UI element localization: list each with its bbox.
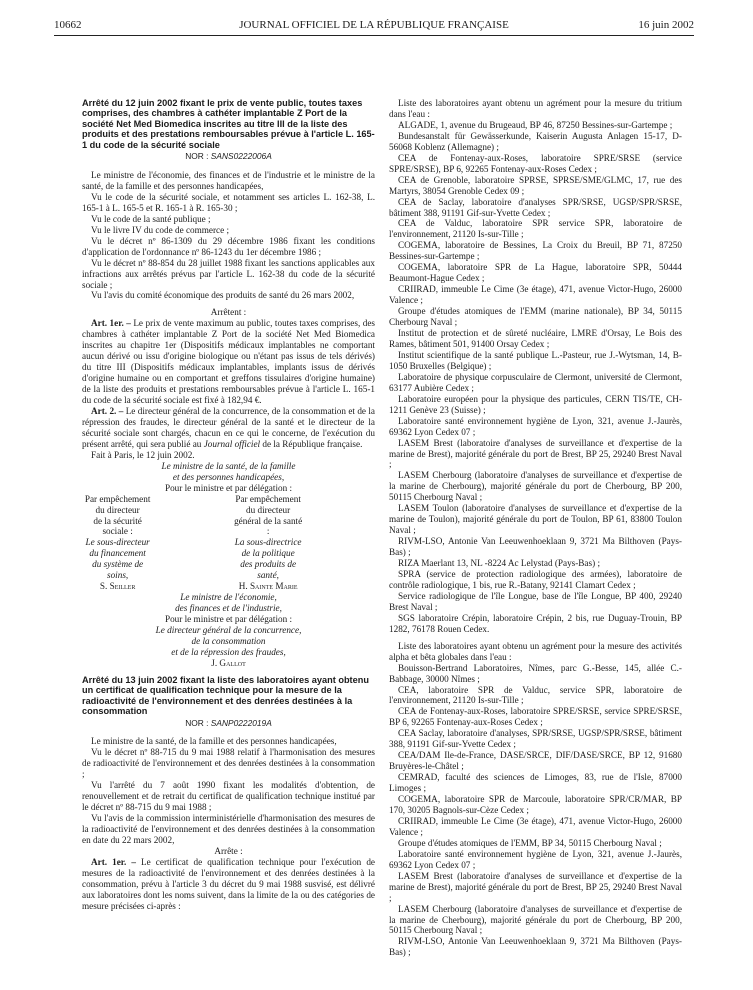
laboratory-entry: CEA/DAM Ile-de-France, DASE/SRCE, DIF/DASE/SRCE, BP 12, 91680 Bruyères-le-Châtel ; [389, 750, 682, 772]
signatory-name: H. Sainte Marie [238, 581, 298, 592]
laboratory-entry: Laboratoire de physique corpusculaire de Clermont, université de Clermont, 63177 Aubière Cedex ; [389, 371, 682, 393]
issue-date: 16 juin 2002 [638, 19, 694, 31]
decree-1-done-at: Fait à Paris, le 12 juin 2002. [91, 449, 195, 460]
laboratory-entry: Bundesanstalt für Gewässerkunde, Kaiserin Augusta Anlagen 15-17, D-56068 Koblenz (Allemagne) ; [389, 130, 682, 152]
delegation-line: Pour le ministre et par délégation : [164, 614, 293, 625]
laboratory-entry: ALGADE, 1, avenue du Brugeaud, BP 46, 87250 Bessines-sur-Gartempe ; [398, 119, 673, 130]
laboratory-entry: LASEM Cherbourg (laboratoire d'analyses de surveillance et d'expertise de la marine de Cherbourg), majorité générale du port de Cherbourg, BP 200, 50115 Cherbourg Naval ; [389, 470, 682, 503]
decree-1-visa: Vu le code de la santé publique ; [91, 213, 211, 224]
decree-2-visa: Vu le décret nº 88-715 du 9 mai 1988 relatif à l'harmonisation des mesures de radioactivité de l'environnement et des denrées destinées à la consommation ; [82, 747, 375, 780]
laboratory-entry: SGS laboratoire Crépin, laboratoire Crépin, 2 bis, rue Duguay-Trouin, BP 1282, 76178 Rouen Cedex. [389, 612, 682, 634]
decree-1-visa: Vu l'avis du comité économique des produits de santé du 26 mars 2002, [91, 290, 355, 301]
alpha-beta-lab-list [389, 663, 682, 959]
signatory-title: Le ministre de la santé, de la famille [161, 460, 296, 471]
decree-2-visa: Vu l'avis de la commission interministérielle d'harmonisation des mesures de la radioactivité de l'environnement et des denrées destinées à la consommation en date du 22 mars 2002, [82, 813, 375, 846]
laboratory-entry: Laboratoire santé environnement hygiène de Lyon, 321, avenue J.-Jaurès, 69362 Lyon Cedex 07 ; [389, 848, 682, 870]
decree-2-title: Arrêté du 13 juin 2002 fixant la liste des laboratoires ayant obtenu un certificat de qualification technique pour la mesure de la radioactivité de l'environnement et des denrées destinées à la consommation [82, 674, 369, 717]
decree-1-article-1: Art. 1er. – Le prix de vente maximum au public, toutes taxes comprises, des chambres à cathéter implantable Z Port de la société Net Med Biomedica inscrites au chapitre 1er (Dispositifs médicaux implantables ne comportant aucun dérivé ou issu d'origine biologique ou n'étant pas issus de tels dérivés) du titre III (Dispositifs médicaux implantables, implants issus de dérivés d'origine humaine ou en comportant et greffons tissulaires d'origine humaine) de la liste des produits et prestations remboursables prévue à l'article L. 165-1 du code de la sécurité sociale est fixé à 182,94 €. [82, 318, 375, 406]
laboratory-entry: CEA de Grenoble, laboratoire SPRSE, SPRSE/SME/GLMC, 17, rue des Martyrs, 38054 Grenoble Cedex 09 ; [389, 174, 682, 196]
header-rule [54, 35, 694, 36]
laboratory-entry: CRIIRAD, immeuble Le Cime (3e étage), 471, avenue Victor-Hugo, 26000 Valence ; [389, 284, 682, 306]
signatory-title: des finances et de l'industrie, [175, 603, 282, 614]
signatory-title: et des personnes handicapées, [172, 471, 285, 482]
laboratory-entry: LASEM Brest (laboratoire d'analyses de surveillance et d'expertise de la marine de Brest), majorité générale du port de Brest, BP 25, 29240 Brest Naval ; [389, 437, 682, 470]
laboratory-entry: CRIIRAD, immeuble Le Cime (3e étage), 471, avenue Victor-Hugo, 26000 Valence ; [389, 815, 682, 837]
signatory-title: et de la répression des fraudes, [171, 646, 286, 657]
decree-1-nor: NOR : SANS0222006A [185, 151, 272, 162]
left-column [82, 98, 375, 912]
laboratory-entry: SPRA (service de protection radiologique des armées), laboratoire de contrôle radiologique, 1 bis, rue R.-Batany, 92141 Clamart Cedex ; [389, 568, 682, 590]
signatory-title: Le directeur général de la concurrence, [155, 625, 302, 636]
decree-2-preamble: Le ministre de la santé, de la famille et des personnes handicapées, [91, 736, 337, 747]
tritium-list-intro: Liste des laboratoires ayant obtenu un agrément pour la mesure du tritium dans l'eau : [389, 98, 682, 119]
decree-2-arrete: Arrête : [214, 845, 243, 856]
laboratory-entry: LASEM Cherbourg (laboratoire d'analyses de surveillance et d'expertise de la marine de Cherbourg), majorité générale du port de Cherbourg, BP 200, 50115 Cherbourg Naval ; [389, 903, 682, 936]
decree-1-arretent: Arrêtent : [210, 307, 247, 318]
laboratory-entry: Bouisson-Bertrand Laboratoires, Nîmes, parc G.-Besse, 145, allée C.-Babbage, 30000 Nîmes ; [389, 662, 682, 684]
decree-2-nor: NOR : SANP0222019A [185, 717, 272, 728]
laboratory-entry: Laboratoire européen pour la physique des particules, CERN TIS/TE, CH-1211 Genève 23 (Suisse) ; [389, 393, 682, 415]
decree-1-visa: Vu le livre IV du code de commerce ; [91, 224, 230, 235]
page-header [54, 18, 694, 32]
laboratory-entry: CEMRAD, faculté des sciences de Limoges, 83, rue de l'Isle, 87000 Limoges ; [389, 772, 682, 794]
laboratory-entry: Institut scientifique de la santé publique L.-Pasteur, rue J.-Wytsman, 14, B-1050 Bruxelles (Belgique) ; [389, 349, 682, 371]
decree-1-title: Arrêté du 12 juin 2002 fixant le prix de vente public, toutes taxes comprises, des chambres à cathéter implantable Z Port de la société Net Med Biomedica inscrites au titre III de la liste des produits et des prestations remboursables prévue à l'article L. 165-1 du code de la sécurité sociale [82, 98, 375, 150]
laboratory-entry: COGEMA, laboratoire SPR de La Hague, laboratoire SPR, 50444 Beaumont-Hague Cedex ; [389, 262, 682, 284]
laboratory-entry: Laboratoire santé environnement hygiène de Lyon, 321, avenue J.-Jaurès, 69362 Lyon Cedex 07 ; [389, 415, 682, 437]
signatory-title: Le ministre de l'économie, [180, 592, 277, 603]
signatory-name: J. Gallot [211, 657, 246, 668]
signatory-title: de la consommation [191, 636, 266, 647]
laboratory-entry: LASEM Brest (laboratoire d'analyses de surveillance et d'expertise de la marine de Brest), majorité générale du port de Brest, BP 25, 29240 Brest Naval ; [389, 870, 682, 903]
laboratory-entry: CEA Saclay, laboratoire d'analyses, SPR/SRSE, UGSP/SPR/SRSE, bâtiment 388, 91191 Gif-sur-Yvette Cedex ; [389, 728, 682, 750]
right-column [389, 98, 682, 958]
decree-1-preamble: Le ministre de l'économie, des finances et de l'industrie et le ministre de la santé, de la famille et des personnes handicapées, [82, 169, 375, 191]
laboratory-entry: Institut de protection et de sûreté nucléaire, LMRE d'Orsay, Le Bois des Rames, bâtiment 501, 91400 Orsay Cedex ; [389, 328, 682, 349]
signatory-name: S. Seiller [99, 581, 136, 592]
decree-1-visa: Vu le décret nº 88-854 du 28 juillet 1988 fixant les sanctions applicables aux infractions aux arrêtés prévus par l'article L. 162-38 du code de la sécurité sociale ; [82, 257, 375, 290]
laboratory-entry: CEA de Fontenay-aux-Roses, laboratoire SPRE/SRSE, service SPRE/SRSE, BP 6, 92265 Fontenay-aux-Roses Cedex ; [389, 706, 682, 728]
alpha-beta-list-intro: Liste des laboratoires ayant obtenu un agrément pour la mesure des activités alpha et bêta globales dans l'eau : [389, 640, 682, 662]
laboratory-entry: RIVM-LSO, Antonie Van Leeuwenhoeklaan 9, 3721 Ma Bilthoven (Pays-Bas) ; [389, 936, 682, 958]
decree-1-visa: Vu le décret nº 86-1309 du 29 décembre 1986 fixant les conditions d'application de l'ordonnance nº 86-1243 du 1er décembre 1986 ; [82, 235, 375, 257]
decree-2-visa: Vu l'arrêté du 7 août 1990 fixant les modalités d'obtention, de renouvellement et de retrait du certificat de qualification technique institué par le décret nº 88-715 du 9 mai 1988 ; [82, 780, 375, 813]
signature-block: Par empêchement du directeur de la sécurité sociale : Le sous-directeur du financement du système de soins, S. Seiller Par empêchement du directeur général de la santé : La sous-directrice de la politique des produits de santé, H. Sainte Marie [82, 494, 375, 593]
decree-2-article-1: Art. 1er. – Le certificat de qualification technique pour l'exécution de mesures de la radioactivité de l'environnement et des denrées destinées à la consommation, prévu à l'article 3 du décret du 9 mai 1988 susvisé, est délivré aux laboratoires dont les noms suivent, dans la limite de la ou des catégories de mesure précisées ci-après : [82, 856, 375, 911]
laboratory-entry: CEA de Fontenay-aux-Roses, laboratoire SPRE/SRSE (service SPRE/SRSE), BP 6, 92265 Fontenay-aux-Roses Cedex ; [389, 152, 682, 174]
laboratory-entry: RIVM-LSO, Antonie Van Leeuwenhoeklaan 9, 3721 Ma Bilthoven (Pays-Bas) ; [389, 536, 682, 558]
page-number: 10662 [54, 19, 82, 31]
laboratory-entry: LASEM Toulon (laboratoire d'analyses de surveillance et d'expertise de la marine de Toulon), majorité générale du port de Toulon, BP 61, 83800 Toulon Naval ; [389, 503, 682, 536]
journal-title: JOURNAL OFFICIEL DE LA RÉPUBLIQUE FRANÇAISE [239, 19, 509, 31]
laboratory-entry: Groupe d'études atomiques de l'EMM (marine nationale), BP 34, 50115 Cherbourg Naval ; [389, 306, 682, 328]
laboratory-entry: CEA de Saclay, laboratoire d'analyses SPR/SRSE, UGSP/SPR/SRSE, bâtiment 388, 91191 Gif-sur-Yvette Cedex ; [389, 196, 682, 218]
laboratory-entry: COGEMA, laboratoire SPR de Marcoule, laboratoire SPR/CR/MAR, BP 170, 30205 Bagnols-sur-Cèze Cedex ; [389, 794, 682, 815]
laboratory-entry: CEA de Valduc, laboratoire SPR service SPR, laboratoire de l'environnement, 21120 Is-sur-Tille ; [389, 218, 682, 240]
decree-1-article-2: Art. 2. – Le directeur général de la concurrence, de la consommation et de la répression des fraudes, le directeur général de la santé et le directeur de la sécurité sociale sont chargés, chacun en ce qui le concerne, de l'exécution du présent arrêté, qui sera publié au Journal officiel de la République française. [82, 406, 375, 449]
laboratory-entry: COGEMA, laboratoire de Bessines, La Croix du Breuil, BP 71, 87250 Bessines-sur-Gartempe ; [389, 240, 682, 262]
laboratory-entry: RIZA Maerlant 13, NL -8224 Ac Lelystad (Pays-Bas) ; [398, 558, 600, 569]
laboratory-entry: Service radiologique de l'île Longue, base de l'île Longue, BP 400, 29240 Brest Naval ; [389, 590, 682, 612]
delegation-line: Pour le ministre et par délégation : [164, 482, 293, 493]
tritium-lab-list [389, 120, 682, 635]
decree-1-visa: Vu le code de la sécurité sociale, et notamment ses articles L. 162-38, L. 165-1 à L. 165-5 et R. 165-1 à R. 165-30 ; [82, 191, 375, 213]
laboratory-entry: Groupe d'études atomiques de l'EMM, BP 34, 50115 Cherbourg Naval ; [398, 837, 662, 848]
laboratory-entry: CEA, laboratoire SPR de Valduc, service SPR, laboratoire de l'environnement, 21120 Is-sur-Tille ; [389, 684, 682, 706]
